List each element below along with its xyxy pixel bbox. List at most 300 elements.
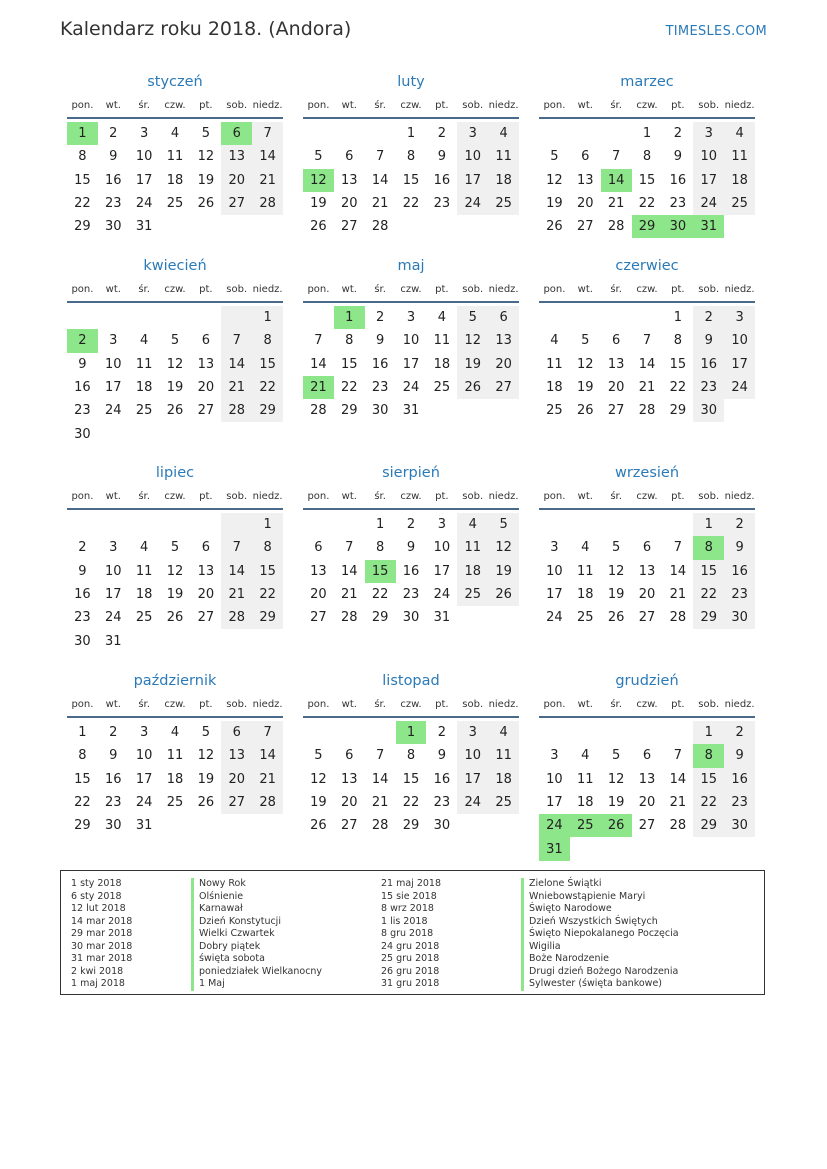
weekday-label: pon. xyxy=(307,284,330,295)
weekday-header xyxy=(539,99,755,119)
month-6 xyxy=(539,257,755,422)
weekday-label: niedz. xyxy=(488,491,519,502)
legend-holiday-name: Sylwester (święta bankowe) xyxy=(529,978,662,989)
day-cell: 24 xyxy=(457,791,488,814)
empty-cell xyxy=(160,306,191,329)
weekday-label: czw. xyxy=(164,284,186,295)
day-cell: 13 xyxy=(341,172,358,188)
day-cell: 11 xyxy=(433,333,451,349)
day-cell: 23 xyxy=(105,196,122,212)
weekday-label: niedz. xyxy=(252,284,283,295)
day-cell: 26 xyxy=(607,610,625,626)
day-cell: 18 xyxy=(724,169,755,192)
month-4 xyxy=(67,257,283,446)
weekday-header xyxy=(303,698,519,718)
day-cell: 17 xyxy=(402,356,420,372)
weekday-label: niedz. xyxy=(488,284,519,295)
day-cell: 15 xyxy=(252,560,283,583)
day-cell: 26 xyxy=(488,583,519,606)
weekday-label: pt. xyxy=(199,491,213,502)
weekday-label: pon. xyxy=(71,100,94,111)
legend-date: 31 mar 2018 xyxy=(71,953,133,964)
day-cell: 20 xyxy=(341,795,358,811)
day-cell: 18 xyxy=(577,587,594,603)
day-cell: 30 xyxy=(724,814,755,837)
day-grid xyxy=(67,306,283,446)
day-cell: 3 xyxy=(457,721,488,744)
day-cell: 2 xyxy=(724,721,755,744)
day-cell: 14 xyxy=(371,771,389,787)
legend-holiday-name: święta sobota xyxy=(199,953,265,964)
empty-cell xyxy=(303,122,334,145)
weekday-label: sob. xyxy=(462,491,484,502)
legend-right-names xyxy=(521,878,679,991)
day-cell: 14 xyxy=(310,356,327,372)
empty-cell xyxy=(67,306,98,329)
legend-holiday-name: Nowy Rok xyxy=(199,878,246,889)
month-name: czerwiec xyxy=(615,258,679,274)
day-cell: 6 xyxy=(642,748,652,764)
weekday-label: sob. xyxy=(698,100,720,111)
day-cell: 15 xyxy=(74,771,91,787)
day-cell: 23 xyxy=(74,403,91,419)
day-cell: 17 xyxy=(724,353,755,376)
weekday-label: niedz. xyxy=(724,284,755,295)
day-cell: 18 xyxy=(135,380,153,396)
month-11 xyxy=(303,672,519,837)
day-cell: 6 xyxy=(345,149,354,165)
day-cell: 21 xyxy=(607,196,625,212)
weekday-label: śr. xyxy=(610,491,622,502)
weekday-label: wt. xyxy=(341,699,357,710)
day-cell: 15 xyxy=(402,771,420,787)
day-cell: 5 xyxy=(457,306,488,329)
day-cell: 12 xyxy=(197,149,215,165)
weekday-label: niedz. xyxy=(724,699,755,710)
day-cell: 24 xyxy=(546,610,563,626)
day-cell: 6 xyxy=(201,540,210,556)
day-cell: 20 xyxy=(197,380,215,396)
day-cell: 23 xyxy=(724,791,755,814)
day-cell: 9 xyxy=(693,329,724,352)
holiday-day: 15 xyxy=(365,560,396,583)
legend-left-dates xyxy=(71,878,132,991)
day-grid xyxy=(539,122,755,238)
day-cell: 16 xyxy=(74,587,91,603)
day-cell: 25 xyxy=(488,192,519,215)
day-cell: 23 xyxy=(371,380,389,396)
empty-cell xyxy=(632,721,663,744)
day-cell: 7 xyxy=(314,333,323,349)
day-cell: 18 xyxy=(433,356,451,372)
day-cell: 25 xyxy=(724,192,755,215)
day-cell: 27 xyxy=(488,376,519,399)
day-cell: 23 xyxy=(402,587,420,603)
day-cell: 19 xyxy=(166,380,184,396)
day-cell: 16 xyxy=(371,356,389,372)
day-cell: 28 xyxy=(221,606,252,629)
day-cell: 28 xyxy=(669,610,687,626)
day-cell: 21 xyxy=(252,169,283,192)
day-cell: 16 xyxy=(105,172,122,188)
day-cell: 28 xyxy=(669,818,687,834)
day-cell: 13 xyxy=(488,329,519,352)
day-cell: 23 xyxy=(74,610,91,626)
weekday-label: czw. xyxy=(636,100,658,111)
day-cell: 3 xyxy=(109,540,118,556)
weekday-label: wt. xyxy=(105,491,121,502)
day-cell: 20 xyxy=(577,196,594,212)
holiday-day: 31 xyxy=(539,837,570,860)
day-cell: 3 xyxy=(437,517,446,533)
empty-cell xyxy=(632,513,663,536)
weekday-header xyxy=(303,283,519,303)
day-cell: 3 xyxy=(550,748,559,764)
day-cell: 22 xyxy=(252,376,283,399)
weekday-label: śr. xyxy=(610,699,622,710)
day-cell: 11 xyxy=(457,536,488,559)
empty-cell xyxy=(190,306,221,329)
legend-holiday-name: Karnawał xyxy=(199,903,243,914)
weekday-label: sob. xyxy=(698,491,720,502)
day-cell: 16 xyxy=(669,172,687,188)
day-cell: 6 xyxy=(314,540,323,556)
day-grid xyxy=(303,122,519,238)
day-cell: 24 xyxy=(457,192,488,215)
weekday-label: wt. xyxy=(577,284,593,295)
day-cell: 20 xyxy=(197,587,215,603)
empty-cell xyxy=(67,513,98,536)
month-name: luty xyxy=(397,74,425,90)
day-cell: 4 xyxy=(581,748,590,764)
weekday-label: pt. xyxy=(435,491,449,502)
empty-cell xyxy=(303,721,334,744)
day-cell: 25 xyxy=(488,791,519,814)
month-8 xyxy=(303,464,519,629)
weekday-label: niedz. xyxy=(488,100,519,111)
day-cell: 13 xyxy=(197,563,215,579)
day-cell: 30 xyxy=(371,403,389,419)
day-cell: 25 xyxy=(135,610,153,626)
day-cell: 28 xyxy=(371,219,389,235)
day-cell: 26 xyxy=(577,403,594,419)
weekday-label: wt. xyxy=(577,699,593,710)
day-grid xyxy=(539,721,755,861)
day-cell: 24 xyxy=(433,587,451,603)
day-cell: 4 xyxy=(550,333,559,349)
day-cell: 16 xyxy=(433,771,451,787)
day-cell: 18 xyxy=(166,172,184,188)
day-cell: 18 xyxy=(488,169,519,192)
weekday-label: niedz. xyxy=(252,699,283,710)
day-cell: 8 xyxy=(406,748,416,764)
day-cell: 22 xyxy=(693,791,724,814)
day-cell: 27 xyxy=(607,403,625,419)
day-cell: 15 xyxy=(252,353,283,376)
day-cell: 14 xyxy=(252,145,283,168)
empty-cell xyxy=(570,122,601,145)
day-cell: 10 xyxy=(546,771,563,787)
day-cell: 21 xyxy=(341,587,358,603)
day-cell: 17 xyxy=(135,771,153,787)
day-cell: 22 xyxy=(402,795,420,811)
weekday-label: czw. xyxy=(164,699,186,710)
day-cell: 5 xyxy=(612,540,621,556)
holiday-day: 21 xyxy=(303,376,334,399)
day-cell: 1 xyxy=(252,513,283,536)
day-cell: 24 xyxy=(724,376,755,399)
day-cell: 1 xyxy=(78,725,87,741)
month-10 xyxy=(67,672,283,837)
day-cell: 24 xyxy=(105,610,122,626)
day-cell: 10 xyxy=(135,748,153,764)
empty-cell xyxy=(365,122,396,145)
weekday-label: niedz. xyxy=(488,699,519,710)
weekday-label: sob. xyxy=(226,100,248,111)
day-cell: 9 xyxy=(437,748,446,764)
weekday-label: niedz. xyxy=(252,100,283,111)
day-cell: 29 xyxy=(693,814,724,837)
legend-date: 14 mar 2018 xyxy=(71,915,133,927)
legend-date: 1 sty 2018 xyxy=(71,878,122,889)
weekday-label: sob. xyxy=(462,699,484,710)
day-cell: 13 xyxy=(638,563,656,579)
weekday-label: pt. xyxy=(199,699,213,710)
weekday-label: pt. xyxy=(199,100,213,111)
day-cell: 20 xyxy=(638,587,656,603)
legend-date: 25 gru 2018 xyxy=(381,953,440,964)
day-cell: 8 xyxy=(673,333,682,349)
legend-holiday-name: Dzień Konstytucji xyxy=(199,915,281,927)
weekday-label: czw. xyxy=(164,491,186,502)
day-cell: 25 xyxy=(546,403,563,419)
empty-cell xyxy=(334,721,365,744)
day-cell: 6 xyxy=(201,333,210,349)
day-cell: 7 xyxy=(376,149,385,165)
day-grid xyxy=(303,721,519,837)
day-cell: 15 xyxy=(693,560,724,583)
day-cell: 29 xyxy=(371,610,389,626)
day-grid xyxy=(67,721,283,837)
holiday-day: 24 xyxy=(539,814,570,837)
empty-cell xyxy=(221,306,252,329)
day-cell: 19 xyxy=(197,771,215,787)
day-cell: 2 xyxy=(406,517,416,533)
legend-holiday-name: Dobry piątek xyxy=(199,940,261,952)
day-cell: 19 xyxy=(607,587,625,603)
day-cell: 11 xyxy=(577,771,594,787)
holiday-day: 30 xyxy=(662,215,693,238)
weekday-header xyxy=(539,283,755,303)
day-cell: 4 xyxy=(140,540,149,556)
day-cell: 1 xyxy=(252,306,283,329)
weekday-label: sob. xyxy=(226,491,248,502)
weekday-label: wt. xyxy=(577,100,593,111)
empty-cell xyxy=(98,513,129,536)
weekday-label: pt. xyxy=(435,699,449,710)
day-cell: 31 xyxy=(135,818,153,834)
month-name: listopad xyxy=(382,673,440,689)
weekday-label: pt. xyxy=(671,699,685,710)
day-cell: 26 xyxy=(310,818,327,834)
holiday-day: 8 xyxy=(693,744,724,767)
day-cell: 12 xyxy=(166,563,184,579)
day-cell: 5 xyxy=(201,725,210,741)
legend-holiday-name: Wielki Czwartek xyxy=(199,928,275,939)
legend-date: 31 gru 2018 xyxy=(381,978,440,989)
day-cell: 5 xyxy=(314,748,323,764)
day-cell: 22 xyxy=(638,196,656,212)
legend-date: 8 gru 2018 xyxy=(381,928,434,939)
empty-cell xyxy=(601,306,632,329)
day-cell: 8 xyxy=(406,149,416,165)
weekday-label: czw. xyxy=(636,284,658,295)
day-cell: 6 xyxy=(642,540,652,556)
day-cell: 7 xyxy=(376,748,385,764)
day-cell: 26 xyxy=(197,196,215,212)
day-cell: 7 xyxy=(642,333,652,349)
day-cell: 26 xyxy=(546,219,563,235)
day-cell: 12 xyxy=(166,356,184,372)
day-cell: 19 xyxy=(457,353,488,376)
day-cell: 4 xyxy=(724,122,755,145)
day-cell: 30 xyxy=(693,399,724,422)
empty-cell xyxy=(570,306,601,329)
day-cell: 3 xyxy=(457,122,488,145)
day-cell: 27 xyxy=(341,818,358,834)
day-cell: 29 xyxy=(402,818,420,834)
day-cell: 30 xyxy=(105,219,122,235)
day-cell: 12 xyxy=(488,536,519,559)
weekday-label: sob. xyxy=(462,100,484,111)
day-cell: 18 xyxy=(488,768,519,791)
legend-holiday-name: 1 Maj xyxy=(199,978,225,989)
day-cell: 21 xyxy=(669,795,687,811)
day-cell: 31 xyxy=(135,219,153,235)
day-cell: 23 xyxy=(105,795,122,811)
month-12 xyxy=(539,672,755,861)
empty-cell xyxy=(662,513,693,536)
day-cell: 3 xyxy=(693,122,724,145)
day-cell: 23 xyxy=(433,196,451,212)
holiday-day: 1 xyxy=(396,721,427,744)
day-cell: 28 xyxy=(341,610,358,626)
weekday-label: czw. xyxy=(636,491,658,502)
day-cell: 31 xyxy=(105,633,122,649)
month-name: grudzień xyxy=(615,673,679,689)
day-cell: 27 xyxy=(577,219,594,235)
empty-cell xyxy=(662,721,693,744)
month-name: sierpień xyxy=(382,465,440,481)
day-cell: 10 xyxy=(693,145,724,168)
day-cell: 23 xyxy=(669,196,687,212)
weekday-label: śr. xyxy=(374,284,386,295)
day-cell: 17 xyxy=(693,169,724,192)
day-cell: 27 xyxy=(341,219,358,235)
day-cell: 14 xyxy=(252,744,283,767)
weekday-label: sob. xyxy=(226,284,248,295)
day-grid xyxy=(539,513,755,629)
day-cell: 6 xyxy=(612,333,621,349)
day-cell: 19 xyxy=(166,587,184,603)
month-name: styczeń xyxy=(147,74,203,90)
day-cell: 28 xyxy=(221,399,252,422)
day-cell: 10 xyxy=(105,563,122,579)
day-cell: 30 xyxy=(105,818,122,834)
day-cell: 9 xyxy=(673,149,682,165)
day-cell: 12 xyxy=(607,771,625,787)
day-cell: 20 xyxy=(488,353,519,376)
day-cell: 19 xyxy=(577,380,594,396)
weekday-label: wt. xyxy=(341,100,357,111)
day-cell: 4 xyxy=(437,310,446,326)
holiday-day: 1 xyxy=(67,122,98,145)
day-cell: 8 xyxy=(642,149,652,165)
day-cell: 27 xyxy=(221,192,252,215)
weekday-label: pt. xyxy=(199,284,213,295)
weekday-label: pon. xyxy=(71,284,94,295)
empty-cell xyxy=(601,122,632,145)
day-cell: 31 xyxy=(402,403,420,419)
day-cell: 18 xyxy=(457,560,488,583)
day-cell: 7 xyxy=(673,540,682,556)
weekday-label: śr. xyxy=(610,100,622,111)
day-cell: 17 xyxy=(135,172,153,188)
day-cell: 9 xyxy=(724,536,755,559)
day-cell: 13 xyxy=(221,145,252,168)
day-cell: 9 xyxy=(78,356,87,372)
day-cell: 3 xyxy=(140,126,149,142)
holiday-day: 1 xyxy=(334,306,365,329)
day-cell: 8 xyxy=(252,329,283,352)
holiday-legend xyxy=(60,870,765,995)
day-cell: 16 xyxy=(402,563,420,579)
month-name: lipiec xyxy=(155,465,195,481)
day-cell: 20 xyxy=(221,768,252,791)
day-cell: 2 xyxy=(437,725,446,741)
day-cell: 4 xyxy=(488,122,519,145)
day-cell: 6 xyxy=(221,721,252,744)
day-cell: 3 xyxy=(724,306,755,329)
day-cell: 17 xyxy=(457,768,488,791)
day-cell: 21 xyxy=(221,583,252,606)
day-cell: 23 xyxy=(693,376,724,399)
weekday-label: czw. xyxy=(164,100,186,111)
day-cell: 5 xyxy=(170,333,180,349)
day-cell: 20 xyxy=(341,196,358,212)
day-cell: 30 xyxy=(724,606,755,629)
day-cell: 22 xyxy=(252,583,283,606)
empty-cell xyxy=(190,513,221,536)
day-cell: 29 xyxy=(252,606,283,629)
legend-date: 8 wrz 2018 xyxy=(381,903,434,914)
empty-cell xyxy=(160,513,191,536)
day-cell: 21 xyxy=(371,795,389,811)
day-cell: 14 xyxy=(341,563,358,579)
day-cell: 9 xyxy=(109,748,118,764)
brand-link[interactable]: TIMESLES.COM xyxy=(665,24,767,39)
day-grid xyxy=(67,513,283,653)
day-cell: 8 xyxy=(78,149,87,165)
day-cell: 12 xyxy=(310,771,327,787)
weekday-label: wt. xyxy=(341,491,357,502)
day-cell: 12 xyxy=(577,356,594,372)
day-cell: 11 xyxy=(577,563,594,579)
weekday-label: pt. xyxy=(671,284,685,295)
empty-cell xyxy=(129,513,160,536)
month-5 xyxy=(303,257,519,422)
day-cell: 11 xyxy=(135,356,153,372)
